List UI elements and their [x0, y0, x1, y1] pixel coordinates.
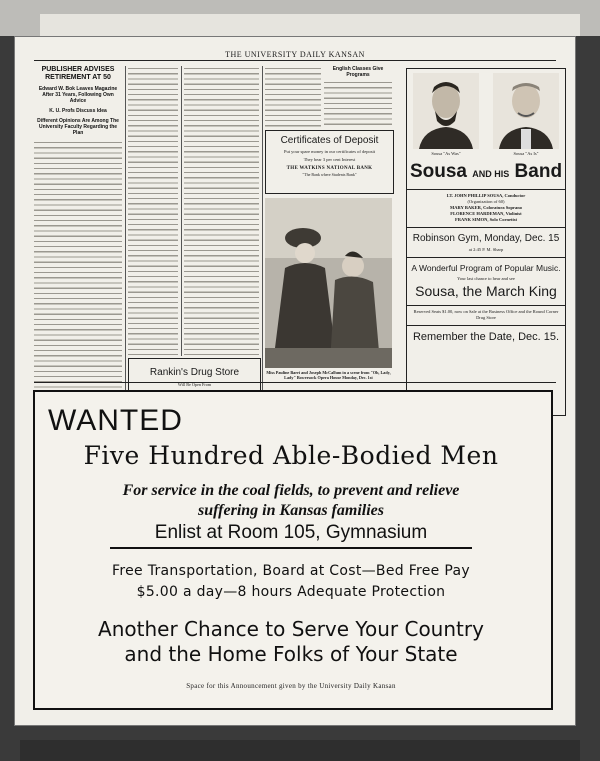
photo-caption: Miss Pauline Barri and Joseph McCallum in a scene from "Oh, Lady, Lady" Bowersock Opera House Monday, Dec. 1st: [266, 370, 391, 380]
scan-border-top: [0, 0, 600, 36]
sousa-title: [407, 161, 565, 183]
article-headline: PUBLISHER ADVISES RETIREMENT AT 50: [41, 66, 115, 81]
soprano-line: MARY BAKER, Coloratura Soprano: [450, 205, 522, 210]
wanted-service-line2: suffering in Kansas families: [198, 502, 384, 519]
caption-as-is: Sousa "As Is": [513, 151, 539, 156]
column-divider: [262, 66, 263, 411]
rankin-open-line: Will Be Open From: [177, 382, 212, 387]
portrait-current: [493, 73, 559, 149]
theatre-photo: [265, 198, 392, 368]
cornetist-line: FRANK SIMON, Solo Cornetist: [455, 217, 517, 222]
violinist-line: FLORENCE HARDEMAN, Violinist: [450, 211, 522, 216]
wanted-another-chance: [44, 617, 538, 667]
article-subhead-3: Different Opinions Are Among The University Faculty Regarding the Plan: [37, 118, 119, 136]
section-rule: [34, 382, 556, 383]
column-divider: [125, 66, 126, 411]
another-chance-line2: and the Home Folks of Your State: [124, 642, 458, 666]
space-credit: Space for this Announcement given by the University Daily Kansan: [186, 682, 396, 690]
wanted-title: WANTED: [48, 404, 183, 437]
sousa-title-and-his: AND HIS: [472, 169, 510, 179]
wanted-enlist: Enlist at Room 105, Gymnasium: [154, 522, 428, 543]
article-subhead-2: K. U. Profs Discuss Idea: [49, 108, 107, 114]
sousa-title-name: Sousa: [409, 161, 467, 182]
conductor-line: LT. JOHN PHILLIP SOUSA, Conductor: [446, 193, 526, 198]
column-divider: [181, 66, 182, 356]
article-column-2: [128, 66, 178, 356]
article-column-4: [265, 66, 321, 128]
masthead-rule: [34, 60, 556, 61]
another-chance-line1: Another Chance to Serve Your Country: [98, 617, 484, 641]
certificates-line2: They bear 3 per cent Interest: [303, 157, 356, 162]
enlist-underline: [110, 547, 472, 549]
rankin-title: Rankin's Drug Store: [149, 367, 240, 378]
sousa-last-chance: Your last chance to hear and see: [457, 276, 515, 281]
caption-as-was: Sousa "As Was": [431, 151, 461, 156]
sousa-time: at 2:45 P. M. Sharp: [468, 247, 504, 252]
sousa-remember: Remember the Date, Dec. 15.: [412, 331, 560, 343]
portrait-young: [413, 73, 479, 149]
wanted-free-transportation: Free Transportation, Board at Cost—Bed Free Pay: [112, 563, 470, 579]
wanted-service-line1: For service in the coal fields, to prevent and relieve: [122, 482, 460, 499]
article-body-lines: [34, 140, 122, 405]
theatre-scene-illustration: [265, 198, 392, 368]
certificates-line1: Put your spare money in our certificates of deposit: [284, 149, 375, 154]
scan-border-bottom: [20, 740, 580, 761]
sousa-program: A Wonderful Program of Popular Music.: [411, 263, 561, 273]
article-column-5: [324, 66, 392, 128]
organization-line: (Organization of 60): [467, 199, 505, 204]
wanted-service-text: [44, 481, 538, 521]
certificates-title: Certificates of Deposit: [280, 135, 379, 146]
article-subhead: Edward W. Bok Leaves Magazine After 31 Years, Following Own Advice: [38, 86, 118, 104]
sousa-venue: Robinson Gym, Monday, Dec. 15: [412, 233, 560, 244]
article-column-1: [34, 66, 122, 411]
wanted-pay: $5.00 a day—8 hours Adequate Protection: [136, 584, 446, 600]
sousa-seats: Reserved Seats $1.00, now on Sale at the Business Office and the Round Corner Drug Store: [413, 309, 559, 320]
portrait-young-illustration: [413, 73, 479, 149]
masthead: THE UNIVERSITY DAILY KANSAN: [225, 50, 365, 59]
article-headline-english: English Classes Give Programs: [332, 66, 384, 78]
sousa-march-king: Sousa, the March King: [415, 283, 557, 299]
portrait-current-illustration: [493, 73, 559, 149]
sousa-band-ad: [406, 68, 566, 416]
sousa-title-band: Band: [514, 161, 563, 182]
certificates-ad: [265, 130, 394, 194]
wanted-headline: Five Hundred Able-Bodied Men: [83, 441, 499, 470]
article-column-3: [184, 66, 259, 356]
bank-name: THE WATKINS NATIONAL BANK: [286, 166, 373, 171]
bank-tagline: "The Bank where Students Bank": [302, 172, 357, 177]
